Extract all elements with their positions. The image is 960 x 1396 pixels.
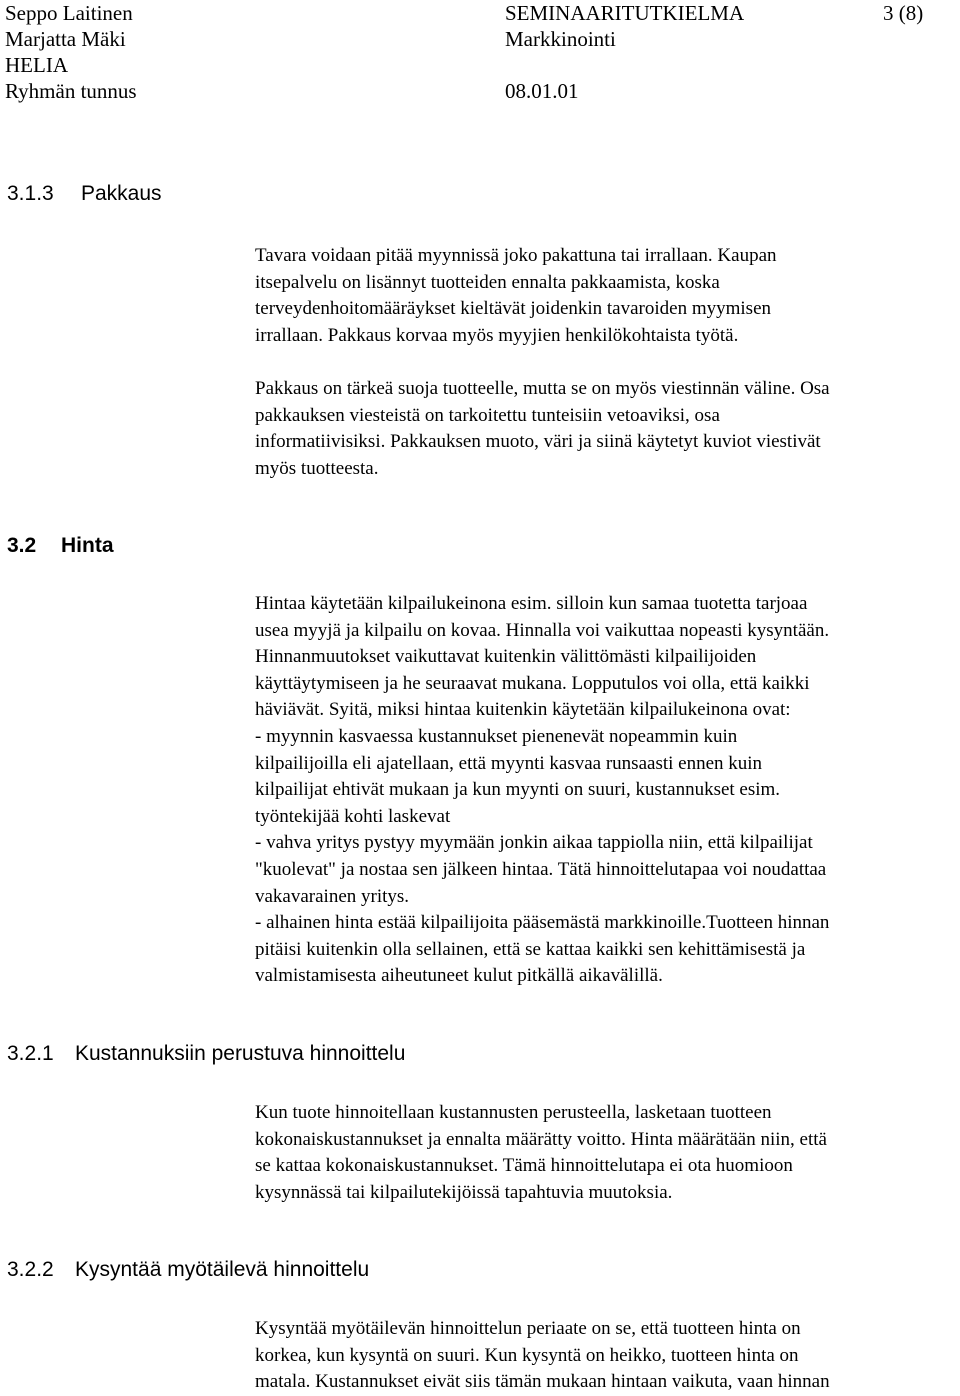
paragraph-kustannus [255, 1100, 827, 1206]
text-line: vakavarainen yritys. [255, 885, 410, 907]
text-line: pitäisi kuitenkin olla sellainen, että se kattaa kaikki sen kehittämisestä ja [255, 938, 806, 960]
text-line: - alhainen hinta estää kilpailijoita pääsemästä markkinoille.Tuotteen hinnan [255, 912, 830, 934]
paragraph-pakkaus-2 [255, 376, 830, 482]
heading-pakkaus [7, 181, 162, 207]
text-line: usea myyjä ja kilpailu on kovaa. Hinnalla voi vaikuttaa nopeasti kysyntään. [255, 619, 830, 641]
text-line: häviävät. Syitä, miksi hintaa kuitenkin käytetään kilpailukeinona ovat: [255, 699, 791, 721]
text-line: pakkauksen viesteistä on tarkoitettu tunteisiin vetoaviksi, osa [255, 404, 720, 426]
heading-title: Hinta [61, 534, 114, 557]
text-line: kokonaiskustannukset ja ennalta määrätty voitto. Hinta määrätään niin, että [255, 1128, 827, 1150]
heading-kysynta [7, 1257, 369, 1283]
text-line: työntekijää kohti laskevat [255, 805, 451, 827]
paragraph-pakkaus-1 [255, 243, 777, 349]
text-line: - vahva yritys pystyy myymään jonkin aikaa tappiolla niin, että kilpailijat [255, 832, 813, 854]
heading-title: Kysyntää myötäilevä hinnoittelu [75, 1258, 370, 1281]
text-line: informatiivisiksi. Pakkauksen muoto, väri ja siinä käytetyt kuviot viestivät [255, 431, 821, 453]
text-line: matala. Kustannukset eivät siis tämän mukaan hintaan vaikuta, vaan hinnan [255, 1371, 830, 1393]
header-group-id: Ryhmän tunnus [5, 79, 137, 103]
text-line: kilpailijoilla eli ajatellaan, että myynti kasvaa runsaasti ennen kuin [255, 752, 763, 774]
paragraph-hinta [255, 591, 829, 990]
text-line: myös tuotteesta. [255, 457, 379, 479]
header-page-number: 3 (8) [883, 1, 924, 25]
text-line: - myynnin kasvaessa kustannukset pienenevät nopeammin kuin [255, 725, 738, 747]
heading-title: Pakkaus [81, 182, 162, 205]
heading-number: 3.2 [7, 534, 37, 557]
text-line: Hinnanmuutokset vaikuttavat kuitenkin välittömästi kilpailijoiden [255, 646, 757, 668]
heading-number: 3.1.3 [7, 182, 54, 205]
heading-number: 3.2.1 [7, 1042, 54, 1065]
header-doc-title: SEMINAARITUTKIELMA [505, 1, 745, 25]
text-line: terveydenhoitomääräykset kieltävät joidenkin tavaroiden myymisen [255, 298, 772, 320]
text-line: käyttäytymiseen ja he seuraavat mukana. Lopputulos voi olla, että kaikki [255, 672, 810, 694]
header-subject: Markkinointi [505, 27, 616, 51]
text-line: se kattaa kokonaiskustannukset. Tämä hinnoittelutapa ei ota huomioon [255, 1155, 793, 1177]
heading-hinta [7, 533, 114, 559]
heading-title: Kustannuksiin perustuva hinnoittelu [75, 1042, 406, 1065]
text-line: korkea, kun kysyntä on suuri. Kun kysyntä on heikko, tuotteen hinta on [255, 1344, 799, 1366]
text-line: "kuolevat" ja nostaa sen jälkeen hintaa. Tätä hinnoittelutapaa voi noudattaa [255, 858, 827, 880]
text-line: Hintaa käytetään kilpailukeinona esim. silloin kun samaa tuotetta tarjoaa [255, 593, 808, 614]
text-line: kysynnässä tai kilpailutekijöissä tapahtuvia muutoksia. [255, 1181, 673, 1203]
text-line: Kun tuote hinnoitellaan kustannusten perusteella, lasketaan tuotteen [255, 1102, 772, 1123]
header-school: HELIA [5, 53, 68, 77]
heading-kustannus [7, 1041, 405, 1067]
heading-number: 3.2.2 [7, 1258, 54, 1281]
text-line: itsepalvelu on lisännyt tuotteiden ennalta pakkaamista, koska [255, 271, 720, 293]
header-date: 08.01.01 [505, 79, 579, 103]
header-author-1: Seppo Laitinen [5, 1, 133, 25]
text-line: kilpailijat ehtivät mukaan ja kun myynti on suuri, kustannukset esim. [255, 779, 781, 801]
text-line: Kysyntää myötäilevän hinnoittelun periaate on se, että tuotteen hinta on [255, 1318, 801, 1339]
text-line: valmistamisesta aiheutuneet kulut pitkällä aikavälillä. [255, 965, 663, 987]
header-author-2: Marjatta Mäki [5, 27, 126, 51]
text-line: irrallaan. Pakkaus korvaa myös myyjien henkilökohtaista työtä. [255, 324, 739, 346]
text-line: Tavara voidaan pitää myynnissä joko pakattuna tai irrallaan. Kaupan [255, 245, 777, 266]
text-line: Pakkaus on tärkeä suoja tuotteelle, mutta se on myös viestinnän väline. Osa [255, 378, 830, 399]
paragraph-kysynta [255, 1316, 830, 1396]
